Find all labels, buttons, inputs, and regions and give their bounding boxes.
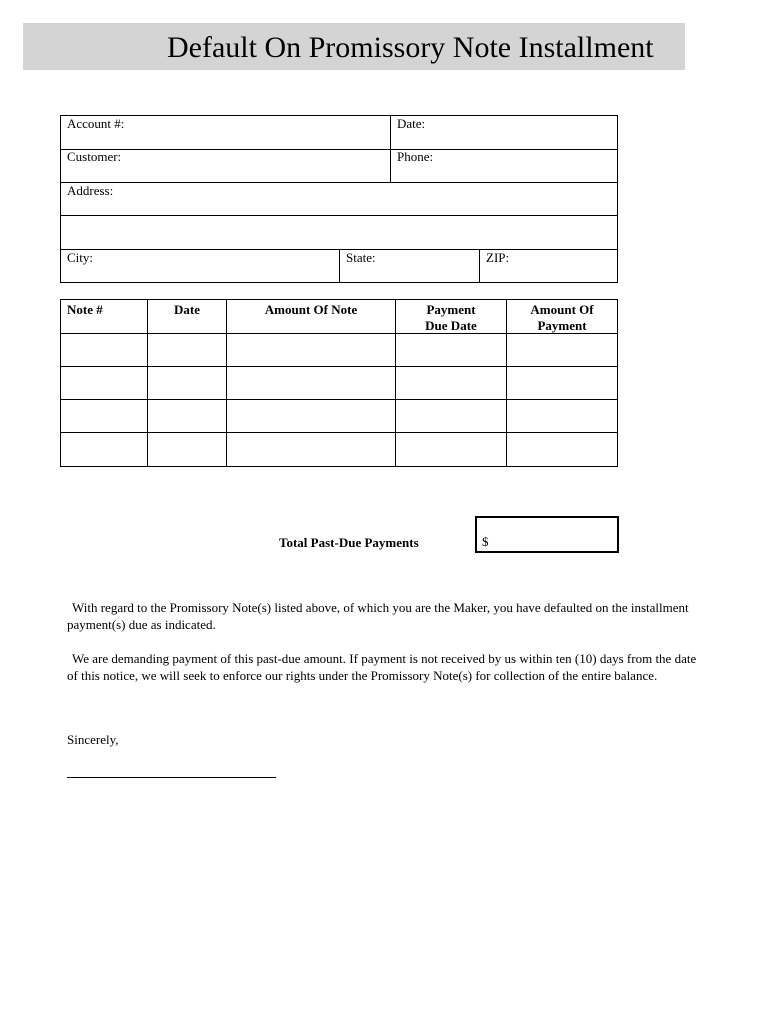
table-cell[interactable] [147, 399, 227, 433]
table-cell[interactable] [226, 333, 396, 367]
table-cell[interactable] [506, 399, 618, 433]
closing-text: Sincerely, [67, 732, 119, 747]
paragraph-text: We are demanding payment of this past-due amount. If payment is not received by us within ten (10) days from the date of this notice, we will seek to enforce our rights under the Promissory Note(s) for collection of the entire balance. [67, 651, 697, 683]
table-cell[interactable] [226, 432, 396, 467]
address-line-2-field[interactable] [60, 215, 618, 250]
header-date: Date [174, 302, 200, 317]
header-note-number: Note # [67, 302, 103, 317]
table-cell[interactable] [60, 333, 148, 367]
table-cell[interactable] [147, 432, 227, 467]
table-cell[interactable] [60, 399, 148, 433]
phone-label: Phone: [397, 149, 434, 164]
paragraph-text: With regard to the Promissory Note(s) listed above, of which you are the Maker, you have defaulted on the installment payment(s) due as indicated. [67, 600, 689, 632]
address-label: Address: [67, 183, 114, 198]
table-cell[interactable] [506, 333, 618, 367]
table-cell[interactable] [147, 366, 227, 400]
table-cell[interactable] [395, 432, 507, 467]
city-label: City: [67, 250, 94, 265]
header-amount-of-note: Amount Of Note [264, 302, 358, 317]
table-cell[interactable] [226, 399, 396, 433]
city-field[interactable] [60, 249, 340, 283]
table-cell[interactable] [60, 366, 148, 400]
signature-line[interactable] [67, 777, 276, 778]
page-title: Default On Promissory Note Installment [167, 31, 654, 64]
state-label: State: [346, 250, 376, 265]
header-amount-of-payment: Amount Of Payment [530, 302, 594, 333]
table-cell[interactable] [395, 333, 507, 367]
table-cell[interactable] [506, 432, 618, 467]
table-cell[interactable] [395, 366, 507, 400]
table-cell[interactable] [506, 366, 618, 400]
header-payment-due-date: Payment Due Date [425, 302, 477, 333]
table-cell[interactable] [226, 366, 396, 400]
account-label: Account #: [67, 116, 125, 131]
demand-paragraph [67, 651, 707, 684]
table-cell[interactable] [395, 399, 507, 433]
total-past-due-field[interactable] [475, 516, 619, 553]
date-label: Date: [397, 116, 426, 131]
table-cell[interactable] [60, 432, 148, 467]
currency-symbol: $ [482, 534, 489, 549]
address-field[interactable] [60, 182, 618, 216]
default-notice-paragraph [67, 600, 707, 633]
zip-label: ZIP: [486, 250, 510, 265]
table-cell[interactable] [147, 333, 227, 367]
customer-label: Customer: [67, 149, 122, 164]
total-past-due-label: Total Past-Due Payments [279, 535, 419, 550]
